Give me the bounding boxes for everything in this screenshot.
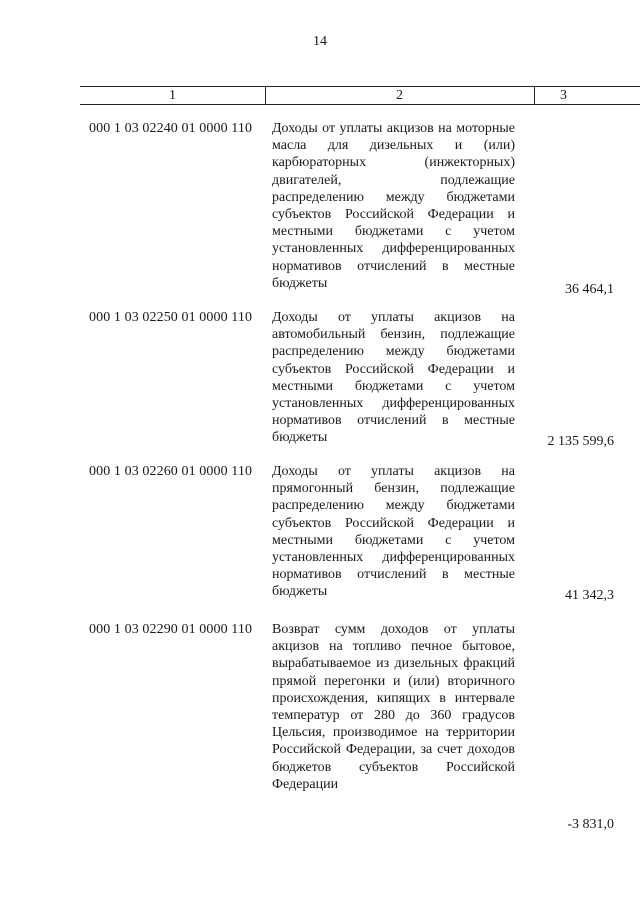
income-amount: -3 831,0: [567, 817, 614, 832]
income-description: Доходы от уплаты акцизов на моторные масла для дизельных и (или) карбюраторных (инжекторных) двигателей, подлежащие распределению между бюджетами субъектов Российской Федерации и местными бюджетами с учетом установленных дифференцированных нормативов отчислений в местные бюджеты: [272, 121, 515, 291]
income-description: Доходы от уплаты акцизов на автомобильный бензин, подлежащие распределению между бюджетами субъектов Российской Федерации и местными бюджетами с учетом установленных дифференцированных нормативов отчислений в местные бюджеты: [272, 310, 515, 446]
table-row: [0, 309, 640, 457]
column-header-1: 1: [80, 87, 266, 104]
table-row: [0, 621, 640, 831]
page-number: 14: [313, 34, 327, 49]
column-header-3: 3: [560, 88, 567, 103]
income-code: 000 1 03 02250 01 0000 110: [89, 310, 253, 325]
income-amount: 41 342,3: [565, 588, 614, 603]
column-header-2: 2: [265, 87, 535, 104]
table-row: [0, 463, 640, 611]
income-code: 000 1 03 02290 01 0000 110: [89, 622, 253, 637]
income-code: 000 1 03 02260 01 0000 110: [89, 464, 253, 479]
income-description: Доходы от уплаты акцизов на прямогонный бензин, подлежащие распределению между бюджетами субъектов Российской Федерации и местными бюджетами с учетом установленных дифференцированных нормативов отчислений в местные бюджеты: [272, 464, 515, 600]
table-header: [80, 86, 640, 105]
income-amount: 2 135 599,6: [547, 434, 614, 449]
income-description: Возврат сумм доходов от уплаты акцизов на топливо печное бытовое, вырабатываемое из дизельных фракций прямой перегонки и (или) вторичного происхождения, кипящих в интервале температур от 280 до 360 градусов Цельсия, производимое на территории Российской Федерации, за счет доходов бюджетов субъектов Российской Федерации: [272, 622, 515, 792]
table-row: [0, 120, 640, 305]
income-code: 000 1 03 02240 01 0000 110: [89, 121, 253, 136]
income-amount: 36 464,1: [565, 282, 614, 297]
